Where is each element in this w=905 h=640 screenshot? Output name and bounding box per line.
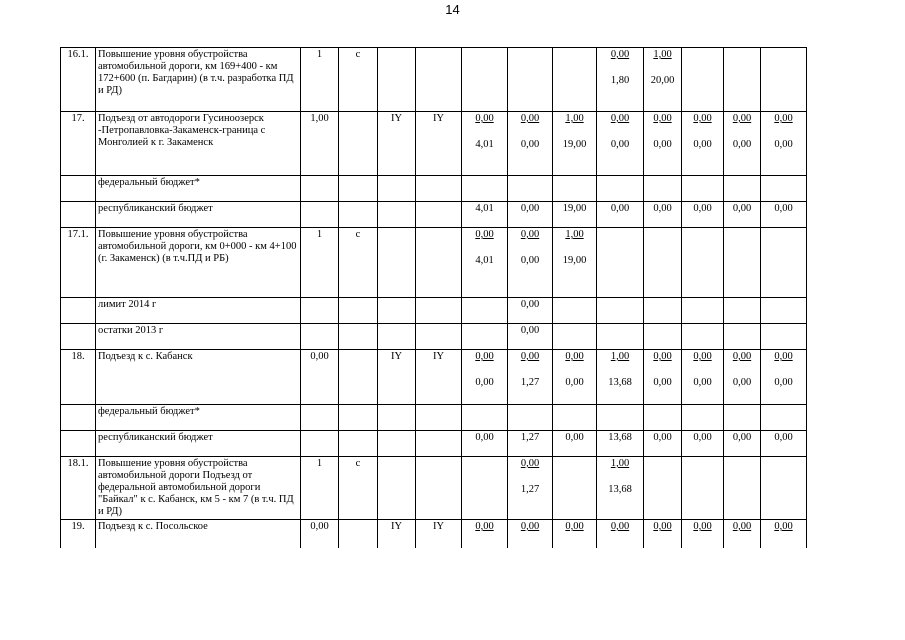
value-bottom: 0,00 [732,139,752,150]
value-bottom: 19,00 [562,139,587,150]
value-bottom: 13,68 [608,484,632,495]
value-cell [724,48,761,112]
value-cell [644,48,682,112]
length-cell: 1,00 [301,112,339,176]
value-cell [682,298,724,324]
table-row [61,520,807,549]
value-cell: 0,00 [644,431,682,457]
item-name: остатки 2013 г [96,324,301,350]
value-bottom: 4,01 [475,255,494,266]
value-cell [761,48,807,112]
value-top: 0,00 [610,521,630,532]
value-cell [462,228,508,298]
category-cell [416,324,462,350]
category-cell [378,48,416,112]
value-cell [597,520,644,549]
type-cell [339,298,378,324]
value-cell [508,457,553,520]
value-cell: 0,00 [682,202,724,228]
value-cell [462,405,508,431]
value-top: 0,00 [520,458,540,469]
value-top: 0,00 [610,49,630,60]
value-cell: 13,68 [597,431,644,457]
value-cell: 1,27 [508,431,553,457]
value-top: 0,00 [520,229,540,240]
value-top: 0,00 [565,351,584,362]
value-bottom: 13,68 [608,377,632,388]
value-top: 0,00 [610,113,630,124]
value-bottom: 20,00 [650,75,675,86]
category-cell [378,431,416,457]
value-top: 0,00 [475,113,494,124]
type-cell [339,405,378,431]
value-cell [597,176,644,202]
value-cell [462,48,508,112]
length-cell [301,298,339,324]
item-number: 17.1. [61,228,96,298]
page-number: 14 [445,2,460,17]
value-cell [508,520,553,549]
type-cell [339,176,378,202]
item-name: федеральный бюджет* [96,405,301,431]
value-cell [553,405,597,431]
value-cell [644,112,682,176]
value-top: 0,00 [475,229,494,240]
value-bottom: 4,01 [475,139,494,150]
category-cell [416,457,462,520]
value-top: 0,00 [774,521,793,532]
value-cell [724,228,761,298]
value-cell [724,298,761,324]
length-cell [301,176,339,202]
table-row [61,112,807,176]
value-top: 0,00 [693,351,712,362]
item-number: 17. [61,112,96,176]
value-cell [553,324,597,350]
category-cell: IY [416,350,462,405]
category-cell [416,431,462,457]
value-bottom: 0,00 [774,377,793,388]
value-cell [682,48,724,112]
value-cell [508,405,553,431]
value-cell [682,228,724,298]
category-cell: IY [416,112,462,176]
value-cell [462,520,508,549]
value-cell [597,298,644,324]
value-cell: 4,01 [462,202,508,228]
category-cell [378,324,416,350]
value-top: 0,00 [653,351,672,362]
value-top: 0,00 [693,113,712,124]
category-cell [416,298,462,324]
value-top: 0,00 [565,521,584,532]
item-name: республиканский бюджет [96,202,301,228]
value-cell [462,324,508,350]
value-cell [553,48,597,112]
value-cell: 19,00 [553,202,597,228]
value-cell [462,112,508,176]
value-cell [761,350,807,405]
value-cell [508,48,553,112]
value-bottom: 0,00 [653,377,672,388]
value-bottom: 0,00 [732,377,752,388]
value-cell: 0,00 [761,202,807,228]
item-number [61,324,96,350]
table-row [61,324,807,350]
category-cell [416,228,462,298]
value-cell: 0,00 [724,431,761,457]
item-number [61,298,96,324]
item-number [61,431,96,457]
value-cell [761,298,807,324]
value-bottom: 1,27 [520,484,540,495]
value-cell [761,324,807,350]
type-cell: с [339,228,378,298]
value-top: 1,00 [565,229,584,240]
value-cell [597,324,644,350]
category-cell: IY [378,112,416,176]
value-cell: 0,00 [508,324,553,350]
item-number: 19. [61,520,96,549]
value-top: 0,00 [693,521,712,532]
type-cell [339,520,378,549]
road-works-table [60,47,807,548]
table-row [61,48,807,112]
value-cell [553,228,597,298]
item-number [61,405,96,431]
value-bottom: 1,80 [610,75,630,86]
value-cell: 0,00 [644,202,682,228]
value-cell [682,324,724,350]
table-row [61,298,807,324]
value-top: 0,00 [774,351,793,362]
value-cell: 0,00 [462,431,508,457]
value-cell [724,324,761,350]
value-bottom: 0,00 [693,377,712,388]
value-cell [462,350,508,405]
value-cell [597,350,644,405]
value-top: 0,00 [653,113,672,124]
length-cell [301,405,339,431]
value-cell [724,176,761,202]
value-bottom: 0,00 [475,377,494,388]
value-bottom: 0,00 [610,139,630,150]
value-cell [553,350,597,405]
length-cell: 0,00 [301,350,339,405]
length-cell [301,324,339,350]
value-cell [761,112,807,176]
value-top: 0,00 [520,351,540,362]
value-cell [644,405,682,431]
type-cell [339,431,378,457]
value-cell [682,350,724,405]
value-cell [597,405,644,431]
value-bottom: 0,00 [774,139,793,150]
length-cell [301,431,339,457]
value-bottom: 19,00 [562,255,587,266]
value-cell [553,176,597,202]
value-cell [724,457,761,520]
value-top: 1,00 [653,49,672,60]
value-cell [597,48,644,112]
value-cell [553,457,597,520]
value-cell: 0,00 [553,431,597,457]
value-cell [761,228,807,298]
value-cell [644,298,682,324]
category-cell [416,405,462,431]
value-bottom: 0,00 [520,139,540,150]
item-number [61,176,96,202]
category-cell [378,405,416,431]
value-cell [597,457,644,520]
value-cell [553,298,597,324]
value-cell [682,520,724,549]
value-cell [644,350,682,405]
value-bottom: 0,00 [565,377,584,388]
item-name: лимит 2014 г [96,298,301,324]
length-cell [301,202,339,228]
value-cell: 0,00 [508,298,553,324]
value-top: 1,00 [565,113,584,124]
type-cell: с [339,457,378,520]
type-cell [339,324,378,350]
category-cell [416,176,462,202]
value-cell [761,176,807,202]
category-cell: IY [378,350,416,405]
value-bottom: 0,00 [520,255,540,266]
value-top: 0,00 [475,351,494,362]
value-cell [682,112,724,176]
value-cell: 0,00 [682,431,724,457]
value-cell [724,520,761,549]
item-number: 18. [61,350,96,405]
type-cell [339,112,378,176]
item-name: Подъезд к с. Кабанск [96,350,301,405]
value-cell [462,298,508,324]
category-cell [378,298,416,324]
value-top: 1,00 [610,458,630,469]
value-cell [597,228,644,298]
value-cell [508,228,553,298]
table-row [61,176,807,202]
value-cell [508,176,553,202]
value-cell [553,520,597,549]
category-cell [416,48,462,112]
type-cell [339,350,378,405]
item-number: 16.1. [61,48,96,112]
category-cell [378,176,416,202]
value-top: 0,00 [774,113,793,124]
item-name: республиканский бюджет [96,431,301,457]
category-cell: IY [378,520,416,549]
item-name: Повышение уровня обустройства автомобильной дороги, км 169+400 - км 172+600 (п. Багдарин) (в т.ч. разработка ПД и РД) [96,48,301,112]
length-cell: 1 [301,457,339,520]
item-name: Повышение уровня обустройства автомобильной дороги Подъезд от федеральной автомобильной дороги "Байкал" к с. Кабанск, км 5 - км 7 (в т.ч. ПД и РД) [96,457,301,520]
item-name: Подъезд к с. Посольское [96,520,301,549]
length-cell: 1 [301,48,339,112]
value-cell [644,520,682,549]
table-row [61,350,807,405]
value-cell [682,457,724,520]
item-number [61,202,96,228]
item-number: 18.1. [61,457,96,520]
value-cell [724,350,761,405]
category-cell: IY [416,520,462,549]
value-cell [462,176,508,202]
value-top: 0,00 [732,351,752,362]
item-name: Повышение уровня обустройства автомобильной дороги, км 0+000 - км 4+100 (г. Закаменск) (в т.ч.ПД и РБ) [96,228,301,298]
table-row [61,228,807,298]
type-cell: с [339,48,378,112]
item-name: федеральный бюджет* [96,176,301,202]
value-top: 0,00 [732,113,752,124]
category-cell [378,457,416,520]
value-cell [724,112,761,176]
value-cell [761,520,807,549]
value-cell [761,457,807,520]
category-cell [378,202,416,228]
value-cell: 0,00 [508,202,553,228]
table-row [61,457,807,520]
type-cell [339,202,378,228]
value-cell [644,457,682,520]
value-cell [682,176,724,202]
category-cell [416,202,462,228]
value-bottom: 1,27 [520,377,540,388]
value-cell: 0,00 [761,431,807,457]
value-cell: 0,00 [724,202,761,228]
value-top: 0,00 [520,113,540,124]
table-row [61,431,807,457]
length-cell: 1 [301,228,339,298]
item-name: Подъезд от автодороги Гусиноозерск -Петропавловка-Закаменск-граница с Монголией к г. Закаменск [96,112,301,176]
category-cell [378,228,416,298]
value-bottom: 0,00 [653,139,672,150]
value-cell [644,228,682,298]
value-cell [644,176,682,202]
value-cell [644,324,682,350]
table-row [61,405,807,431]
value-cell: 0,00 [597,202,644,228]
value-top: 1,00 [610,351,630,362]
value-bottom: 0,00 [693,139,712,150]
length-cell: 0,00 [301,520,339,549]
value-cell [682,405,724,431]
value-top: 0,00 [732,521,752,532]
value-cell [462,457,508,520]
value-cell [508,112,553,176]
value-top: 0,00 [520,521,540,532]
value-cell [508,350,553,405]
table-row [61,202,807,228]
value-cell [597,112,644,176]
value-top: 0,00 [653,521,672,532]
value-cell [553,112,597,176]
value-cell [724,405,761,431]
value-cell [761,405,807,431]
value-top: 0,00 [475,521,494,532]
